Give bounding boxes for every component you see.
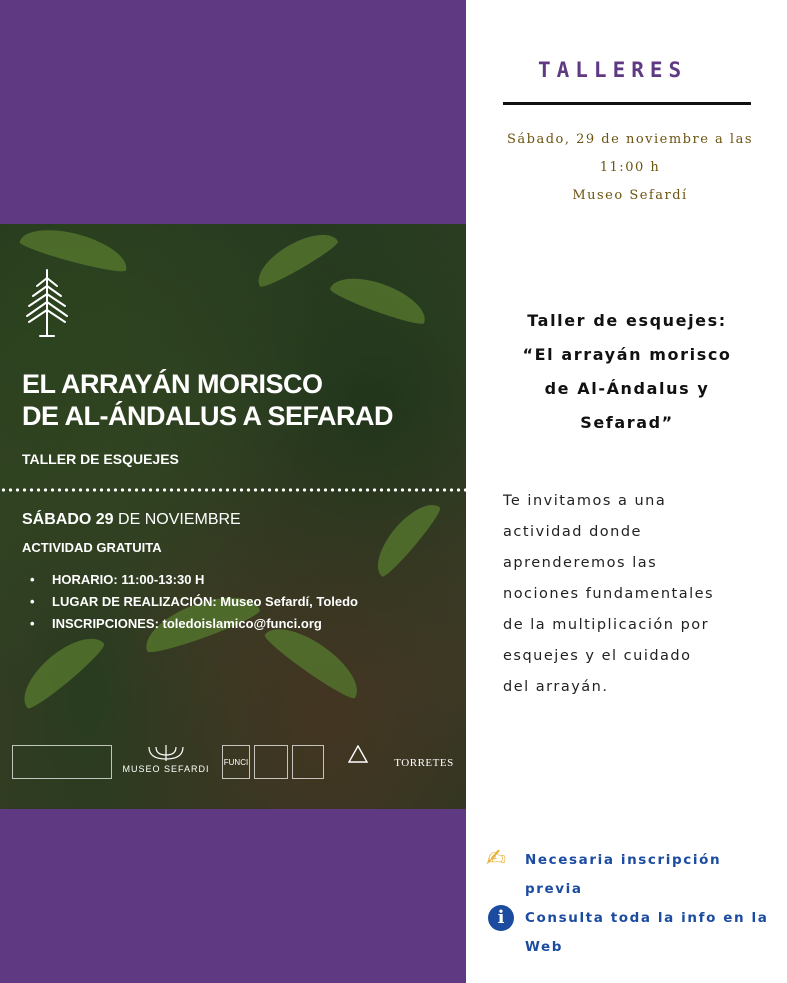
- registration-note: [525, 846, 721, 904]
- description-line: actividad donde: [503, 524, 642, 540]
- museo-logo-text: MUSEO SEFARDI: [122, 764, 210, 774]
- info-link[interactable]: [525, 904, 768, 962]
- torretes-logo: [392, 747, 456, 768]
- workshop-title-line: “El arrayán morisco: [522, 345, 732, 364]
- workshop-title-line: Taller de esquejes:: [527, 311, 727, 330]
- workshop-description: [503, 486, 773, 703]
- poster-title-line: EL ARRAYÁN MORISCO: [22, 369, 323, 399]
- poster-date-bold: SÁBADO 29: [22, 511, 114, 528]
- poster-date-rest: DE NOVIEMBRE: [113, 511, 241, 528]
- list-item: • INSCRIPCIONES: toledoislamico@funci.org: [30, 616, 322, 631]
- dotted-divider: [0, 488, 466, 492]
- description-line: Te invitamos a una: [503, 493, 667, 509]
- list-item: • LUGAR DE REALIZACIÓN: Museo Sefardí, Toledo: [30, 594, 358, 609]
- tree-icon: [20, 264, 74, 342]
- poster-subtitle: TALLER DE ESQUEJES: [22, 451, 179, 467]
- menorah-icon: [131, 741, 201, 763]
- poster-info-list: [30, 569, 358, 635]
- poster-title-line: DE AL-ÁNDALUS A SEFARAD: [22, 401, 393, 431]
- registration-note-line: previa: [525, 881, 583, 897]
- event-datetime: [490, 126, 770, 210]
- description-line: aprenderemos las: [503, 555, 658, 571]
- workshop-title-line: Sefarad”: [580, 413, 674, 432]
- page-title: TALLERES: [538, 58, 688, 82]
- venue-line: Museo Sefardí: [572, 188, 688, 203]
- workshop-title-line: de Al-Ándalus y: [544, 379, 710, 398]
- university-logo: [332, 745, 384, 765]
- description-line: esquejes y el cuidado: [503, 648, 692, 664]
- event-poster: [0, 224, 466, 809]
- poster-free-activity: ACTIVIDAD GRATUITA: [22, 540, 162, 555]
- funci-logo-text: FUNCI: [223, 758, 249, 767]
- description-line: nociones fundamentales: [503, 586, 715, 602]
- description-line: del arrayán.: [503, 679, 609, 695]
- writing-hand-icon: ✍: [486, 844, 507, 872]
- title-underline: [503, 102, 751, 105]
- info-link-line[interactable]: Web: [525, 939, 564, 955]
- info-link-line[interactable]: Consulta toda la info en la: [525, 910, 769, 926]
- poster-date: [22, 511, 241, 529]
- sponsor-logos: [10, 739, 460, 789]
- poster-title: [22, 368, 393, 432]
- list-item: • HORARIO: 11:00-13:30 H: [30, 572, 205, 587]
- torretes-logo-text: TORRETES: [394, 757, 454, 769]
- time-line: 11:00 h: [599, 160, 661, 175]
- ministry-logo: [12, 745, 112, 779]
- registration-note-line: Necesaria inscripción: [525, 852, 722, 868]
- museo-sefardi-logo: [118, 741, 214, 774]
- workshop-title: [497, 304, 757, 440]
- funci-logo: [222, 745, 250, 779]
- university-triangle-icon: [348, 745, 368, 763]
- info-icon: i: [488, 905, 514, 931]
- date-line: Sábado, 29 de noviembre a las: [506, 132, 753, 147]
- partner-logo: [254, 745, 288, 779]
- partner-logo: [292, 745, 324, 779]
- description-line: de la multiplicación por: [503, 617, 710, 633]
